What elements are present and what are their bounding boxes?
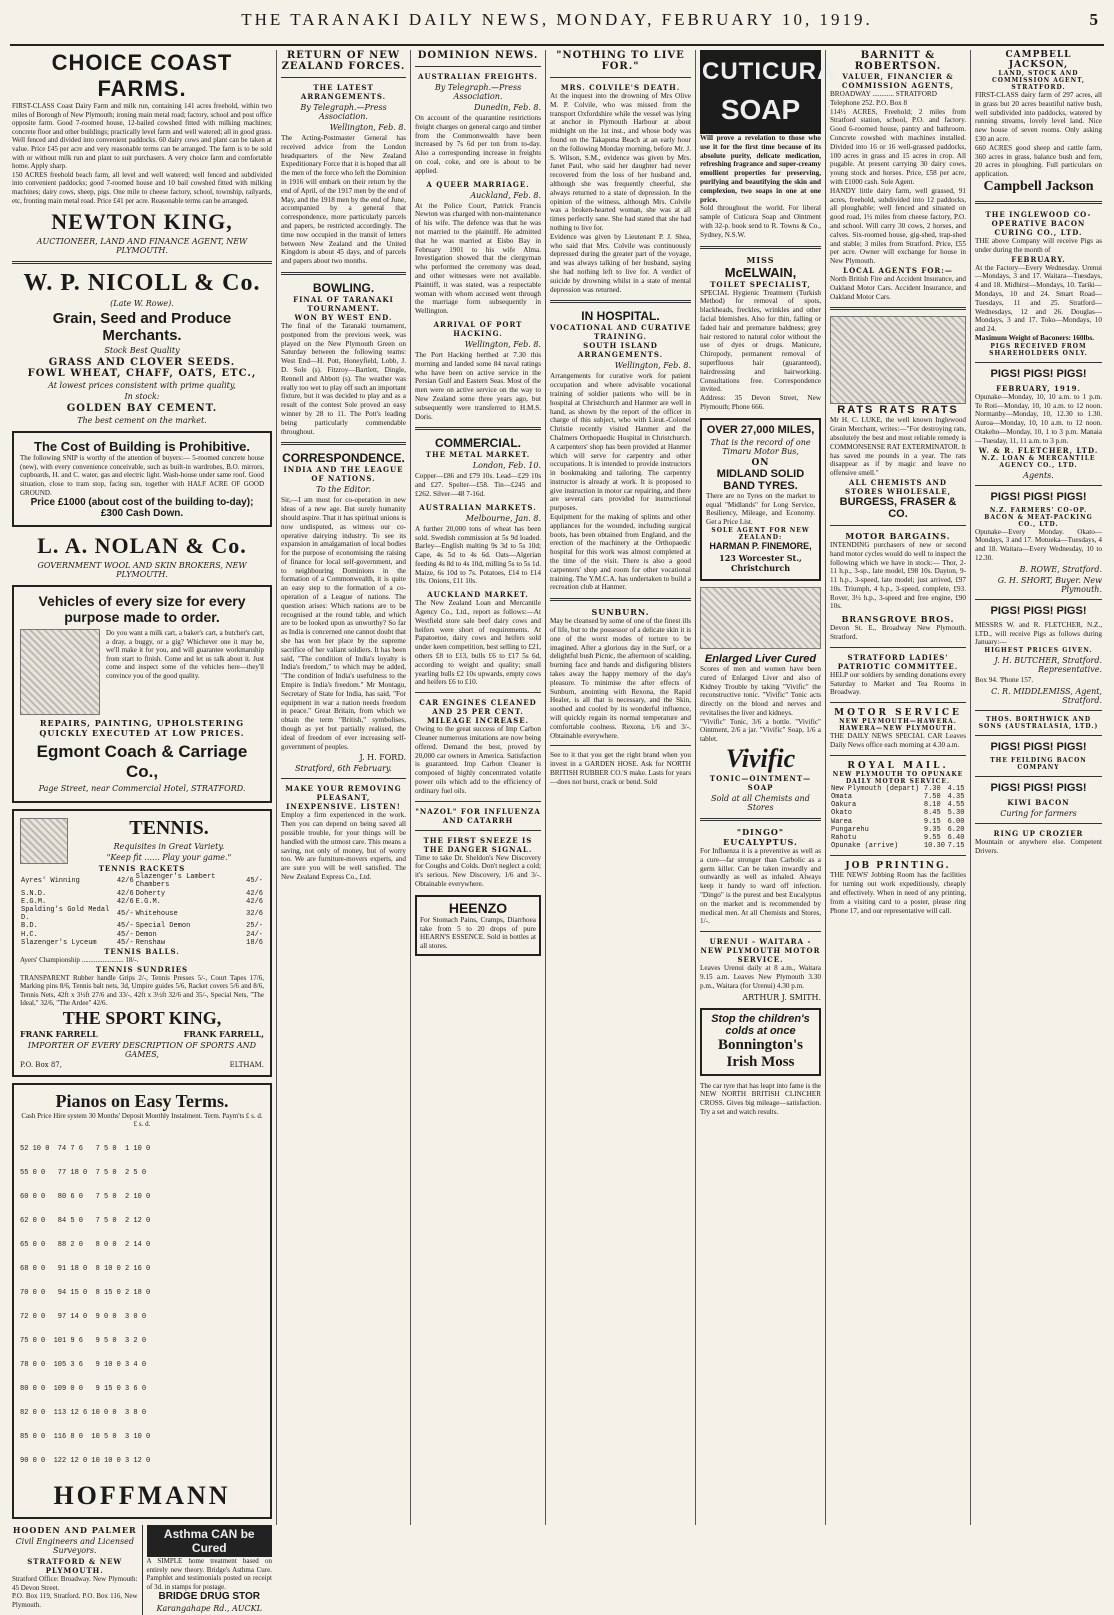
- table-row: Ayres' Winning 42/6 Slazenger's Lambert Chambers 45/-: [21, 873, 263, 890]
- correspondence-title: CORRESPONDENCE.: [282, 451, 405, 466]
- asthma-text: A SIMPLE home treatment based on entirely new theory. Bridge's Asthma Cure. Pamphlet and testimonials posted on receipt of 3d. in stamps for postage.: [146, 1557, 272, 1591]
- nicoll-late: (Late W. Rowe).: [110, 299, 174, 309]
- india-title: INDIA AND THE LEAGUE OF NATIONS.: [283, 465, 404, 484]
- cuticura-note: Sold throughout the world. For liberal sample of Cuticura Soap and Ointment with 32-p. book send to R. Towns & Co., Sydney, N.S.W.: [700, 204, 821, 239]
- soap-logo: SOAP: [700, 94, 821, 134]
- won-by-west-end: WON BY WEST END.: [294, 312, 393, 322]
- campbell-title: CAMPBELL JACKSON,: [1005, 50, 1072, 70]
- car-engines-title: CAR ENGINES CLEANED AND 25 PER CENT. MILEAGE INCREASE.: [419, 698, 537, 726]
- pianos-title: Pianos on Easy Terms.: [55, 1090, 229, 1111]
- feilding-bacon: THE FEILDING BACON COMPANY: [990, 756, 1087, 771]
- table-row: Okato 8.45 5.30: [831, 809, 965, 818]
- date-melbourne: Melbourne, Jan. 8.: [465, 513, 541, 523]
- max-weight: Maximum Weight of Baconers: 160lbs.: [975, 333, 1095, 342]
- rat-illustration: [830, 316, 966, 404]
- column-7: [970, 50, 1106, 1525]
- asthma-title: Asthma CAN be Cured: [147, 1525, 273, 1557]
- timetable-text: THE DAILY NEWS SPECIAL CAR Leaves Daily News office each morning at 4.30 a.m.: [830, 732, 966, 750]
- sunburn-title: SUNBURN.: [591, 607, 650, 618]
- table-row: Opunake (arrive) 10.30 7.15: [831, 842, 965, 851]
- dingo-title: "DINGO" EUCALYPTUS.: [723, 827, 798, 848]
- grain-merchants: Grain, Seed and Produce Merchants.: [52, 310, 232, 345]
- car-text: Owing to the great success of Imp Carbon Cleaner numerous imitations are now being offered. Demand the best, proved by 20,000 car owners in America. Satisfaction is guaranteed. Imp Carbon Cleaner is composed of highly concentrated volatile power oils which add to the efficiency of ordinary fuel oils.: [415, 725, 541, 795]
- ladies-committee-title: STRATFORD LADIES' PATRIOTIC COMMITTEE.: [837, 652, 959, 671]
- colvile-title: MRS. COLVILE'S DEATH.: [560, 83, 681, 92]
- repairs-text: REPAIRS, PAINTING, UPHOLSTERING QUICKLY EXECUTED AT LOW PRICES.: [39, 718, 245, 739]
- farrell-left: FRANK FARRELL: [20, 1028, 98, 1039]
- sneeze-title: THE FIRST SNEEZE IS THE DANGER SIGNAL.: [423, 835, 533, 854]
- vehicles-text: Do you want a milk cart, a baker's cart, a butcher's cart, a dray, a buggy, or a gig? Whichever one it may be, we'll make it for you, and will guarantee workmanship from start to finish. Come and let us talk about it. Just come and inspect some of the vehicles here—they'll convince you of the good quality.: [106, 629, 264, 681]
- aus-markets-title: AUSTRALIAN MARKETS.: [419, 502, 537, 512]
- table-row: 65 0 0 88 2 0 8 0 0 2 14 0: [20, 1241, 151, 1250]
- table-row: 62 0 0 84 5 0 7 5 0 2 12 0: [20, 1217, 151, 1226]
- tennis-ad: [12, 809, 272, 1077]
- rats-title: RATS RATS RATS: [837, 404, 959, 417]
- removing-title: MAKE YOUR REMOVING PLEASANT, INEXPENSIVE. LISTEN!: [285, 784, 402, 812]
- choice-coast-farms-title: CHOICE COAST FARMS.: [51, 50, 233, 101]
- cost-building-title: The Cost of Building is Prohibitive.: [34, 439, 250, 455]
- eltham: ELTHAM.: [229, 1060, 264, 1069]
- newton-king-title: NEWTON KING,: [51, 209, 233, 235]
- pianos-ad: [12, 1083, 272, 1519]
- table-row: Oakura 8.10 4.55: [831, 801, 965, 810]
- po-box-address: P.O. Box 119, Stratford. P.O. Box 116, New Plymouth.: [12, 1592, 138, 1609]
- to-editor: To the Editor.: [316, 485, 371, 495]
- choice-farm-ad-2: 150 ACRES freehold beach farm, all level and well watered; well fenced and subdivided into convenient paddocks; good 7-roomed house and 10 bail cowshed fitted with milking machines; dairy cows, sheep, pigs. One mile to cheese factory, school, township, railyards, etc, fronting main metal road. Price £41 per acre. Reasonable terms can be arranged.: [12, 170, 272, 205]
- b-rowe: B. ROWE, Stratford.: [1019, 564, 1102, 574]
- bridge-sub: Karangahape Rd., AUCKL: [156, 1604, 262, 1614]
- local-agents-text: North British Fire and Accident Insurance, and Oakland Motor Cars. Accident Insurance, and Oakland Motor Cars.: [830, 274, 966, 301]
- local-agents: LOCAL AGENTS FOR:—: [843, 265, 953, 275]
- piano-table: [20, 1129, 264, 1481]
- return-forces-title: RETURN OF NEW ZEALAND FORCES.: [281, 50, 406, 72]
- inglewood-title: THE INGLEWOOD CO-OPERATIVE BACON CURING CO., LTD.: [985, 209, 1092, 237]
- box-phone: Box 94. 'Phone 157.: [975, 676, 1034, 685]
- piano-table-head: Cash Price Hire system 30 Months' Deposit Monthly Instalment. Term. Paym'ts £ s. d. £ s. d.: [21, 1111, 263, 1129]
- auckland-text: The New Zealand Loan and Mercantile Agency Co., Ltd., report as follows:—At Westfield store sale beef dairy cows and heifers were short of requirements. At Papatoetoe, dairy cows and heifers sold under keen competition, best selling to £21, others £8 to £13, bulls £6 to £17 5s 6d, according to weight and quality; small yearling bulls £2 10s upwards, empty cows and heifers £6 to £10.: [415, 599, 541, 687]
- column-5: [695, 50, 836, 1525]
- ladies-text: HELP our soldiers by sending donations every Saturday to Market and Tea Rooms in Broadway.: [830, 670, 966, 697]
- heenzo-title: HEENZO: [448, 899, 508, 916]
- bransgrove-title: BRANSGROVE BROS.: [841, 614, 955, 625]
- auckland-market-title: AUCKLAND MARKET.: [427, 590, 529, 600]
- by-telegraph-3: By Telegraph.—Press Association.: [434, 83, 522, 101]
- newton-king-sub: AUCTIONEER, LAND AND FINANCE AGENT, NEW PLYMOUTH.: [36, 237, 248, 256]
- importer: IMPORTER OF EVERY DESCRIPTION OF SPORTS AND GAMES,: [27, 1040, 257, 1059]
- choice-farm-ad-1: FIRST-CLASS Coast Dairy Farm and milk run, containing 141 acres freehold, within two miles of Borough of New Plymouth; ironing main metal road; factory, school and post office opposite farm. Good 7-roomed house, 12-bailed cowshed fitted with milking machines; concrete floor and other buildings; practically level farm and well watered; all in good grass. Well fenced and divided into convenient paddocks. 60 dairy cows and plant can be taken at value. Price £45 per acre and very reasonable terms can be arranged. The farm is to be sold with or without milk run and plant to suit purchasers. A very choice farm and comfortable home. Apply sharp.: [12, 102, 272, 171]
- column-6: [825, 50, 970, 1525]
- date-london: London, Feb. 10.: [472, 461, 541, 471]
- hooden-sub: Civil Engineers and Licensed Surveyors.: [15, 1537, 134, 1556]
- burgess-fraser: BURGESS, FRASER & CO.: [839, 495, 957, 520]
- hooden-palmer: HOODEN AND PALMER: [12, 1525, 137, 1536]
- midland-text: There are no Tyres on the market to equal "Midlands" for Long Service, Resiliency, Mileage, and Economy. Get a Price List.: [706, 491, 815, 527]
- nazol-title: "NAZOL" FOR INFLUENZA AND CATARRH: [415, 806, 541, 825]
- bowling-title: BOWLING.: [312, 280, 375, 295]
- latest-arrangements: THE LATEST ARRANGEMENTS.: [300, 83, 387, 101]
- bonnington-logo: Bonnington's Irish Moss: [717, 1036, 804, 1070]
- sunburn-text: May be cleansed by some of one of the finest ills of life, but to the possessor of a delicate skin it is one of the worst modes of torture to be imagined. After a glorious day in the Surf, or a delightful bush Picnic, the afternoon of scalding, burning face and hands and disfiguring blisters takes away the happy memory of the day's pleasure. To minimise the after effects of Sunburn, anointing with Rexona, the Rapid Healer, is all that is necessary, and the Skin, soothed and cooled by its wonderful influence, will quickly regain its normal temperature and comfortable coolness. Rexona, 1/6 and 3/-. Obtainable everywhere.: [550, 617, 691, 740]
- india-text: Sir,—I am most for co-operation in new ideas of a new age. But surely humanity should aspire. That it has spiritual unions is now undisputed, as witness our co-operative dairying industry. To see its expansion in amalgamation of local bodies for the purpose of economising the raising of finance for local self-government, and to neighbouring Dominions in the formation of a Commonwealth, it is quite an easy step to the formation of a co-operation of a League of nations. The question arises: Which nations are to be recognised at the round table, and which are to be looked upon as unworthy? So far as India is concerned one cannot doubt that she has won her place by the supreme sacrifice of her valiant soldiers. It has been said, "The condition of India's loyalty is India's freedom," to which may be added, "The condition of India's usefulness to the Empire is India's freedom." Mr Montagu, Secretary of State for India, has said, "For equipment in war a nation needs freedom in peace." Great Britain, from which we obtain the term "British," symbolises, though as yet but partially realised, the ideal of freedom of ever increasing self-government of peoples.: [281, 496, 406, 751]
- egmont-title: Egmont Coach & Carriage Co.,: [36, 742, 248, 782]
- midland-title: MIDLAND SOLID BAND TYRES.: [716, 467, 805, 492]
- po-box: P.O. Box 87,: [20, 1060, 62, 1069]
- table-row: Pungarehu 9.35 6.20: [831, 825, 965, 834]
- campbell-signature: Campbell Jackson: [983, 178, 1094, 194]
- aus-freights-title: AUSTRALIAN FREIGHTS.: [418, 72, 538, 81]
- royal-mail-title: ROYAL MAIL.: [847, 760, 949, 771]
- hoffmann-title: HOFFMANN: [53, 1481, 231, 1511]
- table-row: Rahotu 9.55 6.40: [831, 834, 965, 843]
- vocational-title: VOCATIONAL AND CURATIVE TRAINING.: [550, 323, 691, 342]
- pigs-banner-1: PIGS! PIGS! PIGS!: [990, 367, 1087, 380]
- metal-market-title: THE METAL MARKET.: [425, 450, 531, 460]
- agents-label: Agents.: [1023, 470, 1054, 480]
- best-cement: The best cement on the market.: [77, 416, 207, 426]
- pig-dates: At the Factory—Every Wednesday. Urenui—Mondays, 3 and 17. Waitara—Tuesdays, 4 and 18. Midhirst—Mondays, 10. Tariki—Mondays, 10 and 24. Smart Road—Tuesdays, 11 and 25. Stratford—Wednesdays, 12 and 26. Douglas—Mondays, 3 and 17. Toko—Mondays, 10 and 24.: [975, 263, 1102, 334]
- february-label: FEBRUARY.: [1011, 254, 1066, 264]
- over-miles: OVER 27,000 MILES,: [706, 423, 815, 436]
- rats-text: Mr H. C. LUKE, the well known Inglewood Grain Merchant, writes:—"For destroying rats, absolutely the best and most reliable remedy is COMMONSENSE RAT EXTERMINATOR. It has saved me pounds in a year. The rats disappear as if by magic and leave no offensive smell.": [830, 416, 966, 478]
- royal-mail-sub: NEW PLYMOUTH TO OPUNAKE DAILY MOTOR SERVICE.: [832, 770, 964, 785]
- stop-colds: Stop the children's colds at once: [711, 1012, 810, 1037]
- tennis-keep: "Keep fit ...... Play your game.": [106, 853, 232, 863]
- freight-text: On account of the quarantine restrictions freight charges on general cargo and timber from the Commonwealth have been increased by 7s 6d per ton from to-day. Also a corresponding increase in freights on coal, coke, and ore is about to be applied.: [415, 114, 541, 175]
- vivific-sub: TONIC—OINTMENT—SOAP: [709, 774, 812, 793]
- aus-markets-text: A further 20,000 tons of wheat has been sold. Swedish commission at 5s 9d loaded. Barley—English malting 9s 3d to 5s 10d; Cape, 4s 5d to 4s 6d. Oats—Algerian feeding 4s 8d to 4s 10d, milling 5s to 5s 1d. Maize, 6s 10d to 7s. Potatoes, £14 to £14 10s. Onions, £11 10s.: [415, 524, 541, 586]
- golden-bay-cement: GOLDEN BAY CEMENT.: [66, 403, 218, 415]
- barnitt-text-2: HANDY little dairy farm, well grassed, 91 acres, freehold, subdivided into 12 paddocks, all ploughable; well fenced and situated on good road, 1½ miles from cheese factory, P.O. and school. Will carry 30 cows, 2 horses, and calves. Six-roomed house, gig-shed, trap-shed and stable; 3 miles from Stratford. Price, £55 per acre. Owner will exchange for house in New Plymouth.: [830, 186, 966, 266]
- campbell-sub: LAND, STOCK AND COMMISSION AGENT, STRATFORD.: [992, 70, 1085, 91]
- south-island-title: SOUTH ISLAND ARRANGEMENTS.: [577, 341, 664, 360]
- table-row: Slazenger's Lyceum 45/- Renshaw 18/6: [21, 938, 263, 947]
- vivific-logo: Vivific: [725, 744, 796, 774]
- job-printing-text: THE NEWS' Jobbing Room has the facilities for turning out work expeditiously, cheaply and effectively. When in need of any printing, from a visiting card to a poster, please ring Phone 17, and our representative will call.: [830, 871, 966, 915]
- cost-building-price: Price £1000 (about cost of the building to-day); £300 Cash Down.: [30, 497, 254, 520]
- midland-tyres-ad: [700, 418, 821, 581]
- bowling-sub: FINAL OF TARANAKI TOURNAMENT.: [293, 294, 394, 313]
- miss-label: MISS: [746, 254, 775, 265]
- vehicles-title: Vehicles of every size for every purpose made to order.: [38, 593, 246, 626]
- table-row: B.D. 45/- Special Demon 25/-: [21, 922, 263, 931]
- telephone-line: Telephone 252. P.O. Box 8: [830, 98, 908, 107]
- dominion-news-title: DOMINION NEWS.: [417, 50, 539, 61]
- g-short: G. H. SHORT, Buyer. New Plymouth.: [997, 575, 1102, 594]
- table-row: 70 0 0 94 15 0 8 15 0 2 18 0: [20, 1289, 151, 1298]
- inglewood-text: THE above Company will receive Pigs as under during the month of: [975, 236, 1102, 254]
- campbell-text-2: 660 ACRES good sheep and cattle farm, 360 acres in grass, balance bush and fern, 20 acres in ploughing. Full particulars on application.: [975, 143, 1102, 179]
- toilet-specialist: TOILET SPECIALIST,: [710, 279, 811, 289]
- column-1: [8, 50, 276, 1614]
- rackets-table: [20, 873, 264, 947]
- sundries-heading: TENNIS SUNDRIES: [95, 964, 189, 974]
- cuticura-logo: CUTICURA: [700, 50, 821, 94]
- balls-heading: TENNIS BALLS.: [104, 946, 180, 956]
- egmont-sub: Page Street, near Commercial Hotel, STRATFORD.: [38, 784, 246, 794]
- table-row: 78 0 0 105 3 6 9 10 0 3 4 0: [20, 1361, 147, 1370]
- return-forces-text: The Acting-Postmaster General has received advice from the London headquarters of the New Zealand Expeditionary Force that it is hoped that all the men of the force who left the Dominion in 1916 will embark on their return by the end of April, of the 1917 men by the end of May, and the 1918 men by the end of June, accompanied by a general that correspondence, more particularly parcels and papers, be restricted accordingly. The time now occupied in the transit of letters between New Zealand and the United Kingdom is about 45 days, and of parcels and papers about two months.: [281, 134, 406, 266]
- february-1919: FEBRUARY, 1919.: [996, 383, 1081, 393]
- hospital-title: IN HOSPITAL.: [581, 309, 660, 324]
- in-stock: In stock:: [124, 392, 160, 402]
- table-row: 90 0 0 122 12 0 10 10 0 3 12 0: [20, 1457, 151, 1466]
- date-auckland: Auckland, Feb. 8.: [470, 190, 541, 200]
- column-4: [545, 50, 695, 1525]
- cost-building-text: The following SNIP is worthy of the attention of buyers:— 5-roomed concrete house (new), with every convenience conceivable, such as built-in wardrobes, B.O. mirrors, cupboards, H. and C. water, gas and electric light. Wash-house under same roof. Good situation, close to tram stop, facing sun, together with HALF ACRE OF GOOD GROUND.: [20, 454, 264, 497]
- hospital-text-2: Equipment for the making of splints and other appliances for the wounded, including surgical boots, has been obtained from England, and the erection of the machinery at the Orthopaedic hospital for this work was almost completed at the time of the visit. There is also a good carpenters' shop and room for other vocational training. The Y.M.C.A. has undertaken to build a recreation club at Hanmer.: [550, 513, 691, 592]
- table-row: Warea 9.15 6.00: [831, 817, 965, 826]
- j-butcher: J. H. BUTCHER, Stratford. Representative.: [994, 656, 1102, 675]
- date-dunedin: Dunedin, Feb. 8.: [473, 103, 541, 112]
- bonnington-ad: [700, 1008, 821, 1076]
- enlarged-liver-illustration: [700, 587, 821, 649]
- mcelwain-text: SPECIAL Hygienic Treatment (Turkish Method) for removal of spots, blackheads, freckles, wrinkles and other facial blemishes. Also for thin, falling or faded hair and premature baldness; grey hair restored to natural color without the use of dyes or drugs. Manicure, Chiropody, permanent removal of superfluous hair (guaranteed), hairdressing and hairworking. Consultations free. Correspondence invited.: [700, 288, 821, 394]
- bransgrove-address: Devon St. E., Broadway New Plymouth. Stratford.: [830, 624, 966, 642]
- heenzo-ad: [415, 895, 541, 956]
- mcelwain-address: Address: 35 Devon Street, New Plymouth; Phone 666.: [700, 394, 821, 411]
- rackets-heading: TENNIS RACKETS: [98, 864, 186, 874]
- received-shareholders: PIGS RECEIVED FROM SHAREHOLDERS ONLY.: [989, 342, 1088, 357]
- on-label: ON: [751, 457, 770, 468]
- hacking-text: The Port Hacking berthed at 7.30 this morning and landed some 84 naval ratings who have been on active service in the Persian Gulf and Eastern Seas. Most of the men were on active service on the way to New Zealand some three years ago, but subsequently were transferred to H.M.S. Doris.: [415, 350, 541, 421]
- nolan-title: L. A. NOLAN & Co.: [37, 533, 247, 559]
- motor-service-title: MOTOR SERVICE: [834, 708, 962, 719]
- table-row: Omata 7.50 4.35: [831, 793, 965, 802]
- balls-text: Ayers' Championship ........................ 18/-.: [20, 955, 139, 964]
- motor-service-sub: NEW PLYMOUTH—HAWERA. HAWERA—NEW PLYMOUTH.: [839, 718, 957, 733]
- newspaper-title: THE TARANAKI DAILY NEWS, MONDAY, FEBRUARY 10, 1919.: [241, 10, 873, 29]
- barnitt-text: 114½ ACRES, Freehold; 2 miles from Stratford station, school, P.O. and factory. Good 6-roomed house, pantry and bathroom. Concrete cowshed with machines installed. Divided into 16 or 16 well-grassed paddocks, 100 acres in grass and 15 acres in crop. All pugable. At present carrying 30 dairy cows, young stock and horses. Price, £58 per acre, with £1000 cash. Sole Agent.: [830, 107, 966, 186]
- pigs-banner-3: PIGS! PIGS! PIGS!: [990, 604, 1087, 617]
- vivific-sold: Sold at all Chemists and Stores: [711, 794, 810, 813]
- table-row: E.G.M. 42/6 E.G.M. 42/6: [21, 897, 263, 906]
- tyre-text: The car tyre that has leapt into fame is the NEW NORTH BRITISH CLINCHER CROSS. Gives big mileage—satisfaction. Try a set and watch results.: [700, 1081, 821, 1117]
- colvile-text: At the inquest into the drowning of Mrs Olive M. P. Colvile, who was missed from the transport Oxfordshire while the vessel was lying at anchor in Plymouth Harbour at about midnight on the 1st inst., and whose body was found on the Takapuna Beach at an early hour on the following Monday morning, before Mr. J. S. Wilson, S.M., evidence was given by Mrs. Janet Paul, who said her daughter had never recovered from the loss of her husband and, although she was frequently cheerful, she always returned to a state of depression. In the opinion of the witness, although Mrs. Colvile was a broken-hearted woman, she was at all times perfectly sane. She had stated that she had nothing to live for.: [550, 92, 691, 232]
- record-text: That is the record of one Timaru Motor Bus,: [710, 437, 811, 456]
- messrs-fletcher: MESSRS W. and R. FLETCHER, N.Z., LTD., will receive Pigs as follows during January:—: [975, 620, 1102, 647]
- nz-loan: N.Z. LOAN & MERCANTILE AGENCY CO., LTD.: [981, 454, 1096, 469]
- fletcher-ltd: W. & R. FLETCHER, LTD.: [978, 445, 1099, 455]
- kiwi-bacon: KIWI BACON: [1007, 797, 1070, 807]
- dingo-text: For Influenza it is a preventive as well as a cure—far stronger than Carbolic as a germ killer. Can be taken inwardly and outwardly as well as inhaled. Always keep it handy to ward off infection. "Dingo" is the purest and best Eucalyptus on the market and is recommended by medical men. At all Chemists and Stores, 1/-.: [700, 847, 821, 926]
- page-number: 5: [1089, 10, 1098, 29]
- tennis-title: TENNIS.: [129, 817, 209, 840]
- bowling-text: The final of the Taranaki tournament, postponed from the previous week, was played on the New Plymouth Green on Saturday between the following teams: West End—H. Pott, Honeyfield, Lobb, J. D. Sole (s). Fitzroy—Bartlett, Dingle, Rennell and Abbott (s). The weather was really too wet to play off such an important fixture, but it was decided to play and as a result of the contest Sole proved an easy winner by 28 to 11. The Pott's leading being particularly commendable throughout.: [281, 321, 406, 436]
- heenzo-text: For Stomach Pains, Cramps, Diarrhoea take from 5 to 20 drops of pure HEARN'S ESSENCE. Sold in bottles at all stores.: [420, 915, 536, 951]
- vehicle-boy-illustration: [20, 629, 100, 715]
- date-wellington-4: Wellington, Feb. 8.: [614, 361, 691, 371]
- arthur-smith: ARTHUR J. SMITH.: [742, 992, 821, 1002]
- table-row: 85 0 0 116 8 0 10 5 0 3 10 0: [20, 1433, 151, 1442]
- middlemiss: C. R. MIDDLEMISS, Agent, Stratford.: [991, 686, 1102, 705]
- broadway-line: BROADWAY ............ STRATFORD: [830, 90, 937, 98]
- office-address: Stratford Office: Broadway. New Plymouth: 45 Devon Street.: [12, 1575, 138, 1592]
- port-hacking-title: ARRIVAL OF PORT HACKING.: [433, 319, 523, 338]
- all-chemists: ALL CHEMISTS AND STORES WHOLESALE,: [844, 477, 952, 496]
- nothing-to-live-title: "NOTHING TO LIVE FOR.": [556, 50, 685, 72]
- marriage-text: At the Police Court, Patrick Francis Newton was charged with non-maintenance of his wife. The defence was that he was not married to the plaintiff. He admitted that he was married at Eisbo Bay in February 1901 to his wife Alma. Investigation showed that the clergyman who performed the ceremony was dead, and other witnesses were not available. Plaintiff, it was stated, was a respectable woman with whom accused went through the marriage form subsequently in Wellington.: [415, 201, 542, 316]
- colvile-text-2: Evidence was given by Lieutenant P. J. Shea, who said that Mrs. Colvile was continuously depressed during the greater part of the voyage, and was always talking of her husband, saying she had nothing left to live for. A verdict of suicide by drowning whilst in a state of mental depression was returned.: [550, 232, 691, 294]
- nicoll-title: W. P. NICOLL & Co.: [23, 270, 261, 297]
- vivific-prices: "Vivific" Tonic, 3/6 a bottle. "Vivific" Ointment, 2/6 a jar. "Vivific" Soap, 1/6 a tablet.: [700, 717, 821, 744]
- campbell-text: FIRST-CLASS dairy farm of 297 acres, all in grass but 20 acres beautiful native bush, well subdivided into paddocks, watered by running streams, lovely level land. Nice new house of seven rooms. Only asking £30 an acre.: [975, 91, 1102, 143]
- mcelwain-title: McELWAIN,: [724, 264, 797, 280]
- stratford-np: STRATFORD & NEW PLYMOUTH.: [27, 1557, 123, 1576]
- hospital-text: Arrangements for curative work for patient occupation and where advisable vocational training of soldier patients who will be in hospital at Christchurch and Hanmer are well in hand, as shown by the report of the officer in charge of this subject, who with Lieut.-Colonel Christie recently visited Hanmer and the Chalmers Orthopaedic Hospital in Christchurch. A carpenters' shop has been provided at Hanmer which will serve for carpentry and other occupations. It is intended to provide instructors in bookmaking and tailoring. The carpentry instructor is already at work. It is proposed to give instruction in motor car repairing, and there are several cars provided for instructional purposes.: [550, 372, 691, 513]
- nz-farmers-title: N.Z. FARMERS' CO-OP. BACON & MEAT-PACKING CO., LTD.: [984, 506, 1093, 528]
- sole-agent-label: SOLE AGENT FOR NEW ZEALAND:: [711, 526, 810, 541]
- table-row: New Plymouth (depart) 7.30 4.15: [831, 784, 965, 793]
- lowest-prices: At lowest prices consistent with prime quality,: [48, 381, 236, 391]
- pigs-banner-2: PIGS! PIGS! PIGS!: [990, 490, 1087, 503]
- masthead: [10, 4, 1104, 46]
- job-printing-title: JOB PRINTING.: [845, 861, 951, 872]
- table-row: 82 0 0 113 12 6 10 0 0 3 8 0: [20, 1409, 147, 1418]
- ring-crozier: RING UP CROZIER: [993, 828, 1084, 838]
- highest-prices: HIGHEST PRICES GIVEN.: [984, 647, 1093, 655]
- harman-name: HARMAN P. FINEMORE,: [709, 540, 812, 551]
- urenui-text: Leaves Urenui daily at 8 a.m., Waitara 9.15 a.m. Leaves New Plymouth 3.30 p.m., Waitara (for Urenui) 4.30 p.m.: [700, 964, 821, 990]
- vehicles-ad: [12, 585, 272, 803]
- urenui-title: URENUI - WAITARA - NEW PLYMOUTH MOTOR SERVICE.: [700, 937, 821, 965]
- timetable: [830, 785, 966, 851]
- barnitt-title: BARNITT & ROBERTSON.: [854, 50, 942, 72]
- enlarged-liver-title: Enlarged Liver Cured: [704, 652, 817, 665]
- table-row: 68 0 0 91 18 0 8 10 0 2 16 0: [20, 1265, 151, 1274]
- sport-king-title: THE SPORT KING,: [62, 1007, 222, 1028]
- bridge-drug: BRIDGE DRUG STOR: [158, 1591, 260, 1603]
- metal-text: Copper—£86 and £79 10s. Lead—£29 10s and £27. Spelter—£58. Tin—£245 and £262. Silver—48 7-16d.: [415, 472, 541, 498]
- table-row: 52 10 0 74 7 6 7 5 0 1 10 0: [20, 1145, 151, 1154]
- grass-seeds: GRASS AND CLOVER SEEDS.: [48, 357, 236, 369]
- table-row: S.N.D. 42/6 Doherty 42/6: [21, 889, 263, 898]
- cost-building-ad: [12, 431, 272, 527]
- fowl-wheat: FOWL WHEAT, CHAFF, OATS, ETC.,: [27, 368, 257, 380]
- commercial-title: COMMERCIAL.: [435, 436, 521, 451]
- table-row: 72 0 0 97 14 0 9 0 0 3 0 0: [20, 1313, 147, 1322]
- pig-dates-2: Opunake—Monday, 10, 10 a.m. to 1 p.m. Te Roti—Monday, 10, 10 a.m. to 12 noon. Normanby—Monday, 10, 12.30 to 1.30. Auroa—Monday, 10, 10 a.m. to 12 noon. Otakeho—Monday, 10, 1 to 3 p.m. Manaia—Tuesday, 11, 11 a.m. to 3 p.m.: [975, 392, 1102, 445]
- tennis-sub: Requisites in Great Variety.: [113, 842, 225, 852]
- table-row: 75 0 0 101 9 6 9 5 0 3 2 0: [20, 1337, 147, 1346]
- barnitt-sub: VALUER, FINANCIER & COMMISSION AGENTS,: [841, 72, 955, 90]
- tennis-player-illustration: [20, 818, 68, 864]
- column-2: [276, 50, 410, 1525]
- table-row: H.C. 45/- Demon 24/-: [21, 930, 263, 939]
- table-row: 60 0 0 80 6 0 7 5 0 2 10 0: [20, 1193, 151, 1202]
- enlarged-liver-text: Scores of men and women have been cured of Enlarged Liver and also of Kidney Trouble by taking "Vivific" the reconstructive tonic. "Vivific" Tonic acts directly on the blood and nerves and revitalises the liver and kidneys.: [700, 664, 821, 717]
- pig-dates-3: Opunake—Every Monday. Okato—Mondays, 3 and 17. Motueka—Tuesdays, 4 and 18. Waitara—Every Wednesday, 10 to 12.30.: [975, 527, 1102, 562]
- table-row: 80 0 0 109 0 0 9 15 0 3 6 0: [20, 1385, 147, 1394]
- date-wellington: Wellington, Feb. 8.: [464, 339, 541, 349]
- cuticura-text: Will prove a revelation to those who use it for the first time because of its absolute purity, delicate medication, refreshing fragrance and super-creamy emollient properties for preserving, purifying and beautifying the skin and complexion, two soaps in one at one price.: [700, 134, 821, 204]
- sneeze-text: Time to take Dr. Sheldon's New Discovery for Coughs and Colds. Don't neglect a cold; it's serious. New Discovery, 1/6 and 3/-. Obtainable everywhere.: [415, 853, 541, 889]
- by-telegraph: By Telegraph.—Press Association.: [300, 103, 387, 121]
- letter-signature: J. H. FORD.: [359, 753, 406, 763]
- letter-date: Stratford, 6th February.: [295, 764, 392, 774]
- column-3: [410, 50, 545, 1525]
- removing-text: Employ a firm experienced in the work. Then you can depend on being saved all possible trouble, for your things will be handled with the utmost care. This means a saving, not only of money, but of worry too. We are furniture-movers experts, and are sure you will be well satisfied. The New Zealand Express Co., Ltd.: [281, 811, 406, 881]
- motor-bargains-title: MOTOR BARGAINS.: [845, 530, 951, 541]
- borthwick-title: THOS. BORTHWICK AND SONS (AUSTRALASIA, LTD.): [978, 715, 1099, 730]
- stock-best: Stock Best Quality: [104, 346, 180, 356]
- queer-marriage-title: A QUEER MARRIAGE.: [426, 179, 530, 189]
- farrell-right: FRANK FARRELL,: [183, 1028, 264, 1039]
- ring-text: Mountain or anywhere else. Competent Drivers.: [975, 837, 1102, 855]
- table-row: Spalding's Gold Medal D. 45/- Whitehouse 32/6: [21, 905, 263, 923]
- kiwi-text: Curing for farmers: [1000, 808, 1077, 818]
- motor-bargains-text: INTENDING purchasers of new or second hand motor cycles would do well to inspect the following which we have in stock:— Thor, 2-11 h.p., 3-sp., late model, £98 10s. Dayton, 9-11 h.p., 3-speed, late model; just arrived, £97 10s. Triumph, 4 h.p., 3-speed, complete, £93. Rover, 3½ h.p., 3-speed and free engine, £90 10s.: [830, 540, 966, 611]
- table-row: 55 0 0 77 18 0 7 5 0 2 5 0: [20, 1169, 147, 1178]
- nolan-sub: GOVERNMENT WOOL AND SKIN BROKERS, NEW PLYMOUTH.: [37, 561, 247, 580]
- sundries-text: TRANSPARENT Rubber handle Grips 2/-, Tennis Presses 5/-, Court Tapes 17/6, Marking pins 8/6, Tennis balt nets, 3d, Umpire guides 5/6, Racket covers 5/6 and 8/6, Tennis Nets, 42ft x 3½ft 27/6 and 33/-, 42ft x 3½ft 32/6 and 35/-, Special Nets, "The Ideal," 32/6, "The Ardee" 42/6.: [20, 973, 264, 1008]
- pigs-banner-5: PIGS! PIGS! PIGS!: [990, 781, 1087, 794]
- dateline: Wellington, Feb. 8.: [329, 123, 406, 132]
- garden-hose-text: See to it that you get the right brand when you invest in a GARDEN HOSE. Ask for NORTH BRITISH RUBBER CO.'S make. Lasts for years—does not burst, crack or bend. Sold: [550, 751, 691, 786]
- pigs-banner-4: PIGS! PIGS! PIGS!: [990, 740, 1087, 753]
- harman-address: 123 Worcester St., Christchurch: [719, 552, 802, 573]
